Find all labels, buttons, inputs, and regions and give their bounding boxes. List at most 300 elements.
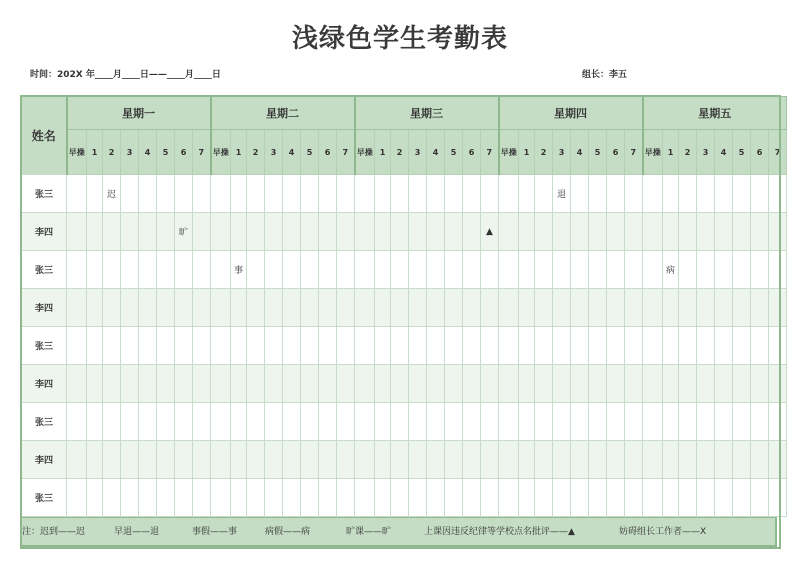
attendance-cell[interactable] [67,175,87,213]
attendance-cell[interactable] [247,251,265,289]
attendance-cell[interactable] [87,479,103,517]
attendance-cell[interactable] [355,213,375,251]
attendance-cell[interactable] [733,479,751,517]
attendance-cell[interactable] [589,441,607,479]
attendance-cell[interactable] [769,251,787,289]
attendance-cell[interactable] [589,289,607,327]
attendance-cell[interactable] [175,403,193,441]
attendance-cell[interactable] [427,289,445,327]
attendance-cell[interactable] [139,441,157,479]
attendance-cell[interactable] [355,327,375,365]
attendance-cell[interactable]: 退 [553,175,571,213]
attendance-cell[interactable] [607,403,625,441]
attendance-cell[interactable] [733,213,751,251]
attendance-cell[interactable] [751,365,769,403]
attendance-cell[interactable] [139,327,157,365]
attendance-cell[interactable] [663,441,679,479]
attendance-cell[interactable] [157,327,175,365]
attendance-cell[interactable] [283,213,301,251]
attendance-cell[interactable] [553,441,571,479]
attendance-cell[interactable] [283,365,301,403]
attendance-cell[interactable] [499,327,519,365]
attendance-cell[interactable] [715,403,733,441]
attendance-cell[interactable] [643,213,663,251]
attendance-cell[interactable] [445,327,463,365]
attendance-cell[interactable] [391,403,409,441]
attendance-cell[interactable] [463,289,481,327]
attendance-cell[interactable] [391,365,409,403]
attendance-cell[interactable] [715,213,733,251]
attendance-cell[interactable] [715,251,733,289]
attendance-cell[interactable] [463,479,481,517]
attendance-cell[interactable] [445,441,463,479]
attendance-cell[interactable] [715,327,733,365]
attendance-cell[interactable] [409,289,427,327]
attendance-cell[interactable] [375,479,391,517]
attendance-cell[interactable] [355,251,375,289]
attendance-cell[interactable] [499,479,519,517]
attendance-cell[interactable] [265,175,283,213]
attendance-cell[interactable] [571,327,589,365]
attendance-cell[interactable] [463,251,481,289]
attendance-cell[interactable] [139,289,157,327]
attendance-cell[interactable] [247,441,265,479]
attendance-cell[interactable] [193,327,211,365]
attendance-cell[interactable] [769,175,787,213]
attendance-cell[interactable] [355,479,375,517]
attendance-cell[interactable] [427,479,445,517]
attendance-cell[interactable] [391,441,409,479]
attendance-cell[interactable] [337,403,355,441]
attendance-cell[interactable] [697,403,715,441]
attendance-cell[interactable] [337,365,355,403]
attendance-cell[interactable] [409,479,427,517]
attendance-cell[interactable] [481,365,499,403]
attendance-cell[interactable] [265,327,283,365]
attendance-cell[interactable] [301,175,319,213]
attendance-cell[interactable] [265,479,283,517]
attendance-cell[interactable] [375,251,391,289]
attendance-cell[interactable] [481,479,499,517]
attendance-cell[interactable] [751,479,769,517]
attendance-cell[interactable] [499,441,519,479]
attendance-cell[interactable] [625,327,643,365]
attendance-cell[interactable] [697,251,715,289]
attendance-cell[interactable] [751,213,769,251]
attendance-cell[interactable] [697,213,715,251]
attendance-cell[interactable] [679,441,697,479]
attendance-cell[interactable] [121,251,139,289]
attendance-cell[interactable] [231,213,247,251]
attendance-cell[interactable] [211,213,231,251]
attendance-cell[interactable] [283,403,301,441]
attendance-cell[interactable] [175,175,193,213]
attendance-cell[interactable] [139,213,157,251]
attendance-cell[interactable] [175,441,193,479]
attendance-cell[interactable] [87,175,103,213]
attendance-cell[interactable] [319,365,337,403]
attendance-cell[interactable] [481,327,499,365]
attendance-cell[interactable] [375,213,391,251]
attendance-cell[interactable] [319,479,337,517]
attendance-cell[interactable] [319,403,337,441]
attendance-cell[interactable] [715,365,733,403]
attendance-cell[interactable] [553,479,571,517]
attendance-cell[interactable] [607,289,625,327]
attendance-cell[interactable]: 事 [231,251,247,289]
attendance-cell[interactable] [67,289,87,327]
attendance-cell[interactable] [139,365,157,403]
attendance-cell[interactable] [193,213,211,251]
attendance-cell[interactable] [663,365,679,403]
attendance-cell[interactable] [571,403,589,441]
attendance-cell[interactable] [391,251,409,289]
attendance-cell[interactable] [769,479,787,517]
attendance-cell[interactable] [175,327,193,365]
attendance-cell[interactable] [319,251,337,289]
attendance-cell[interactable] [157,289,175,327]
attendance-cell[interactable] [751,251,769,289]
attendance-cell[interactable] [301,289,319,327]
attendance-cell[interactable] [283,479,301,517]
attendance-cell[interactable]: 病 [663,251,679,289]
attendance-cell[interactable] [697,479,715,517]
attendance-cell[interactable] [571,251,589,289]
attendance-cell[interactable] [445,365,463,403]
attendance-cell[interactable] [231,479,247,517]
attendance-cell[interactable] [193,441,211,479]
attendance-cell[interactable] [427,365,445,403]
attendance-cell[interactable] [283,251,301,289]
attendance-cell[interactable] [375,175,391,213]
attendance-cell[interactable] [553,403,571,441]
attendance-cell[interactable] [463,441,481,479]
attendance-cell[interactable] [427,403,445,441]
attendance-cell[interactable] [553,213,571,251]
attendance-cell[interactable] [139,175,157,213]
attendance-cell[interactable] [715,441,733,479]
attendance-cell[interactable] [319,175,337,213]
attendance-cell[interactable] [391,175,409,213]
attendance-cell[interactable] [445,403,463,441]
attendance-cell[interactable] [391,479,409,517]
attendance-cell[interactable] [67,327,87,365]
attendance-cell[interactable] [319,289,337,327]
attendance-cell[interactable] [409,441,427,479]
attendance-cell[interactable] [643,479,663,517]
attendance-cell[interactable] [193,251,211,289]
attendance-cell[interactable] [679,213,697,251]
attendance-cell[interactable] [571,441,589,479]
attendance-cell[interactable] [751,403,769,441]
attendance-cell[interactable] [519,175,535,213]
attendance-cell[interactable] [355,403,375,441]
attendance-cell[interactable] [427,327,445,365]
attendance-cell[interactable] [481,441,499,479]
attendance-cell[interactable] [663,327,679,365]
attendance-cell[interactable] [553,365,571,403]
attendance-cell[interactable] [535,213,553,251]
attendance-cell[interactable] [231,327,247,365]
attendance-cell[interactable] [625,403,643,441]
attendance-cell[interactable] [265,441,283,479]
attendance-cell[interactable] [535,365,553,403]
attendance-cell[interactable] [247,175,265,213]
attendance-cell[interactable] [265,251,283,289]
attendance-cell[interactable] [283,441,301,479]
attendance-cell[interactable] [445,479,463,517]
attendance-cell[interactable] [283,289,301,327]
attendance-cell[interactable] [463,175,481,213]
attendance-cell[interactable] [355,441,375,479]
attendance-cell[interactable] [87,441,103,479]
attendance-cell[interactable] [733,175,751,213]
attendance-cell[interactable] [283,175,301,213]
attendance-cell[interactable] [589,175,607,213]
attendance-cell[interactable] [193,479,211,517]
attendance-cell[interactable] [589,251,607,289]
attendance-cell[interactable] [679,251,697,289]
attendance-cell[interactable] [67,403,87,441]
attendance-cell[interactable] [337,327,355,365]
attendance-cell[interactable] [571,175,589,213]
attendance-cell[interactable] [301,365,319,403]
attendance-cell[interactable] [409,403,427,441]
attendance-cell[interactable] [445,251,463,289]
attendance-cell[interactable] [663,479,679,517]
attendance-cell[interactable] [663,403,679,441]
attendance-cell[interactable] [679,479,697,517]
attendance-cell[interactable] [571,365,589,403]
attendance-cell[interactable] [499,403,519,441]
attendance-cell[interactable] [733,441,751,479]
attendance-cell[interactable] [643,403,663,441]
attendance-cell[interactable] [663,175,679,213]
attendance-cell[interactable] [427,441,445,479]
attendance-cell[interactable] [139,479,157,517]
attendance-cell[interactable] [103,213,121,251]
attendance-cell[interactable] [769,441,787,479]
attendance-cell[interactable] [231,365,247,403]
attendance-cell[interactable] [157,175,175,213]
attendance-cell[interactable] [607,213,625,251]
attendance-cell[interactable] [679,403,697,441]
attendance-cell[interactable] [553,251,571,289]
attendance-cell[interactable] [319,441,337,479]
attendance-cell[interactable] [247,365,265,403]
attendance-cell[interactable] [157,479,175,517]
attendance-cell[interactable] [427,213,445,251]
attendance-cell[interactable] [679,327,697,365]
attendance-cell[interactable] [337,289,355,327]
attendance-cell[interactable] [625,213,643,251]
attendance-cell[interactable] [499,365,519,403]
attendance-cell[interactable] [625,289,643,327]
attendance-cell[interactable] [607,441,625,479]
attendance-cell[interactable] [121,403,139,441]
attendance-cell[interactable] [193,365,211,403]
attendance-cell[interactable] [211,289,231,327]
attendance-cell[interactable] [175,479,193,517]
attendance-cell[interactable] [519,479,535,517]
attendance-cell[interactable] [175,251,193,289]
attendance-cell[interactable] [427,175,445,213]
attendance-cell[interactable] [157,403,175,441]
attendance-cell[interactable] [625,251,643,289]
attendance-cell[interactable] [391,213,409,251]
attendance-cell[interactable] [247,403,265,441]
attendance-cell[interactable] [589,479,607,517]
attendance-cell[interactable] [409,213,427,251]
attendance-cell[interactable] [445,175,463,213]
attendance-cell[interactable] [301,403,319,441]
attendance-cell[interactable] [535,175,553,213]
attendance-cell[interactable] [553,327,571,365]
attendance-cell[interactable] [157,213,175,251]
attendance-cell[interactable] [391,327,409,365]
attendance-cell[interactable] [589,213,607,251]
attendance-cell[interactable] [231,403,247,441]
attendance-cell[interactable] [87,251,103,289]
attendance-cell[interactable] [607,365,625,403]
attendance-cell[interactable] [247,213,265,251]
attendance-cell[interactable] [121,479,139,517]
attendance-cell[interactable] [301,479,319,517]
attendance-cell[interactable] [589,365,607,403]
attendance-cell[interactable] [355,175,375,213]
attendance-cell[interactable] [193,403,211,441]
attendance-cell[interactable] [211,251,231,289]
attendance-cell[interactable] [519,441,535,479]
attendance-cell[interactable] [643,327,663,365]
attendance-cell[interactable] [535,251,553,289]
attendance-cell[interactable]: 旷 [175,213,193,251]
attendance-cell[interactable] [607,175,625,213]
attendance-cell[interactable] [663,213,679,251]
attendance-cell[interactable] [481,403,499,441]
attendance-cell[interactable] [409,327,427,365]
attendance-cell[interactable] [247,479,265,517]
attendance-cell[interactable] [67,251,87,289]
attendance-cell[interactable] [301,251,319,289]
attendance-cell[interactable] [121,365,139,403]
attendance-cell[interactable] [519,327,535,365]
attendance-cell[interactable] [519,289,535,327]
attendance-cell[interactable] [391,289,409,327]
attendance-cell[interactable] [121,289,139,327]
attendance-cell[interactable] [337,441,355,479]
attendance-cell[interactable] [751,327,769,365]
attendance-cell[interactable] [607,251,625,289]
attendance-cell[interactable] [319,213,337,251]
attendance-cell[interactable] [679,175,697,213]
attendance-cell[interactable] [643,365,663,403]
attendance-cell[interactable] [157,441,175,479]
attendance-cell[interactable] [769,403,787,441]
attendance-cell[interactable] [535,441,553,479]
attendance-cell[interactable] [301,327,319,365]
attendance-cell[interactable] [625,175,643,213]
attendance-cell[interactable] [733,327,751,365]
attendance-cell[interactable] [121,175,139,213]
attendance-cell[interactable] [301,213,319,251]
attendance-cell[interactable] [139,403,157,441]
attendance-cell[interactable] [301,441,319,479]
attendance-cell[interactable] [337,175,355,213]
attendance-cell[interactable] [751,441,769,479]
attendance-cell[interactable] [193,289,211,327]
attendance-cell[interactable] [499,175,519,213]
attendance-cell[interactable] [571,479,589,517]
attendance-cell[interactable] [211,441,231,479]
attendance-cell[interactable] [87,365,103,403]
attendance-cell[interactable]: 迟 [103,175,121,213]
attendance-cell[interactable] [553,289,571,327]
attendance-cell[interactable] [265,213,283,251]
attendance-cell[interactable] [375,403,391,441]
attendance-cell[interactable] [139,251,157,289]
attendance-cell[interactable] [427,251,445,289]
attendance-cell[interactable] [67,213,87,251]
attendance-cell[interactable] [519,251,535,289]
attendance-cell[interactable] [535,403,553,441]
attendance-cell[interactable] [157,251,175,289]
attendance-cell[interactable] [463,365,481,403]
attendance-cell[interactable] [231,175,247,213]
attendance-cell[interactable] [103,251,121,289]
attendance-cell[interactable] [103,479,121,517]
attendance-cell[interactable] [337,213,355,251]
attendance-cell[interactable] [697,175,715,213]
attendance-cell[interactable] [499,213,519,251]
attendance-cell[interactable] [589,327,607,365]
attendance-cell[interactable] [463,327,481,365]
attendance-cell[interactable] [337,479,355,517]
attendance-cell[interactable] [445,213,463,251]
attendance-cell[interactable] [625,479,643,517]
attendance-cell[interactable] [87,289,103,327]
attendance-cell[interactable] [375,441,391,479]
attendance-cell[interactable] [571,213,589,251]
attendance-cell[interactable] [697,441,715,479]
attendance-cell[interactable] [211,327,231,365]
attendance-cell[interactable] [679,289,697,327]
attendance-cell[interactable] [409,175,427,213]
attendance-cell[interactable] [663,289,679,327]
attendance-cell[interactable] [715,479,733,517]
attendance-cell[interactable] [375,289,391,327]
attendance-cell[interactable] [265,403,283,441]
attendance-cell[interactable] [211,403,231,441]
attendance-cell[interactable] [337,251,355,289]
attendance-cell[interactable] [409,365,427,403]
attendance-cell[interactable] [121,327,139,365]
attendance-cell[interactable] [769,289,787,327]
attendance-cell[interactable] [231,441,247,479]
attendance-cell[interactable] [607,327,625,365]
attendance-cell[interactable] [519,213,535,251]
attendance-cell[interactable]: ▲ [481,213,499,251]
attendance-cell[interactable] [733,251,751,289]
attendance-cell[interactable] [733,365,751,403]
attendance-cell[interactable] [283,327,301,365]
attendance-cell[interactable] [733,289,751,327]
attendance-cell[interactable] [211,479,231,517]
attendance-cell[interactable] [769,213,787,251]
attendance-cell[interactable] [247,289,265,327]
attendance-cell[interactable] [715,289,733,327]
attendance-cell[interactable] [769,327,787,365]
